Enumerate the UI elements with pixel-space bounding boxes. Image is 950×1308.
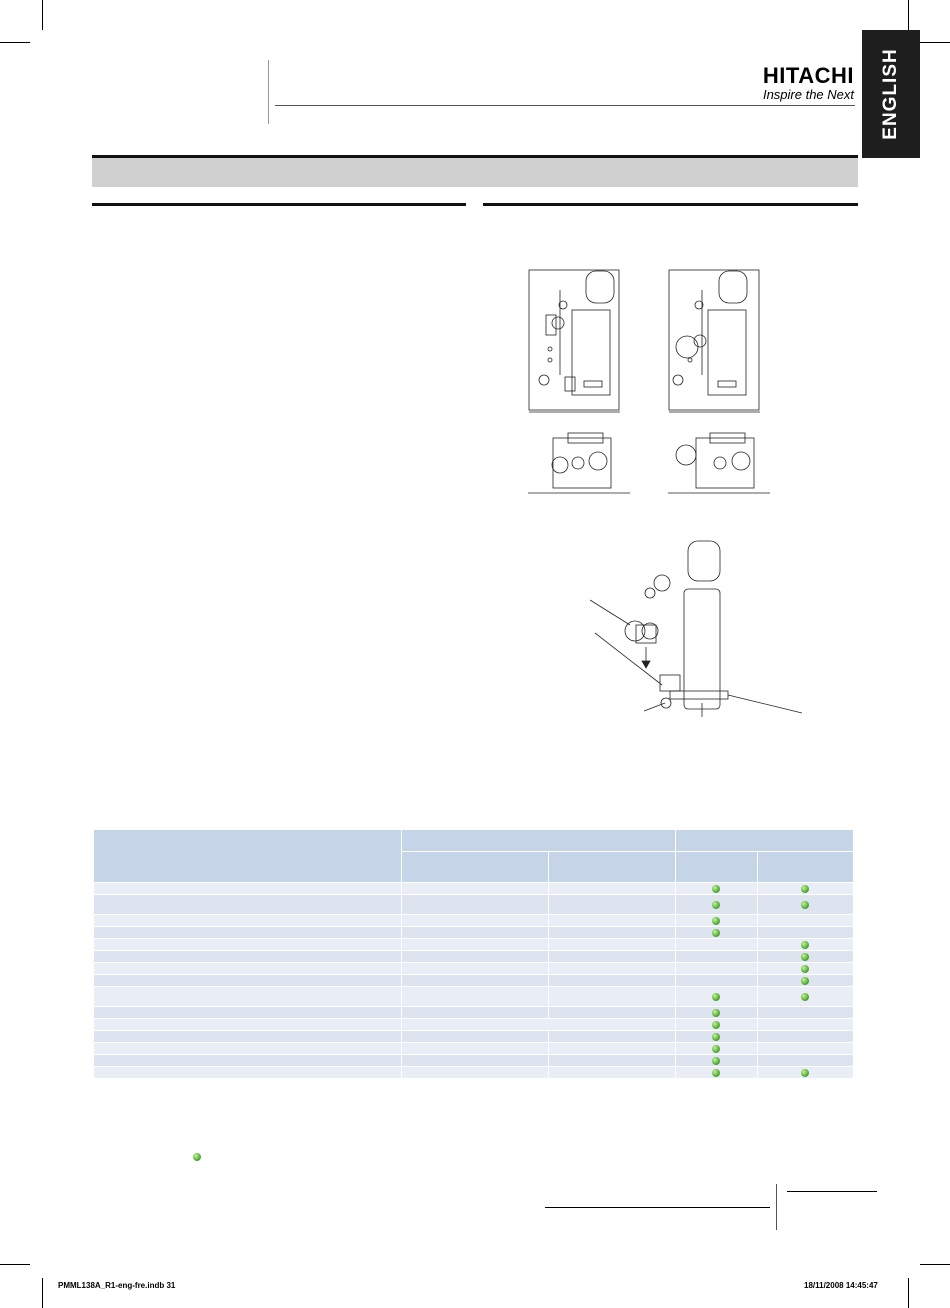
table-cell (401, 1054, 548, 1066)
table-cell (401, 938, 548, 950)
footer-rule (545, 1207, 770, 1208)
table-cell (675, 986, 757, 1006)
table-row (94, 1042, 853, 1054)
table-subheader (401, 851, 548, 882)
table-cell (675, 1006, 757, 1018)
header-rule (275, 105, 855, 106)
table-cell (675, 950, 757, 962)
available-dot-icon (801, 1069, 809, 1077)
table-cell (548, 926, 675, 938)
table-cell (94, 1054, 401, 1066)
table-cell (757, 894, 853, 914)
table-cell (675, 914, 757, 926)
table-cell (401, 1006, 548, 1018)
table-cell (757, 1042, 853, 1054)
available-dot-icon (712, 1033, 720, 1041)
table-cell (94, 1006, 401, 1018)
available-dot-icon (801, 901, 809, 909)
available-dot-icon (801, 977, 809, 985)
section-title-bar (92, 155, 858, 187)
table-cell (548, 962, 675, 974)
table-row (94, 1066, 853, 1078)
crop-mark (42, 1278, 43, 1308)
table-cell (548, 986, 675, 1006)
left-column-heading-rule (92, 203, 466, 206)
table-cell (757, 1018, 853, 1030)
table-subheader (757, 851, 853, 882)
table-cell (548, 1042, 675, 1054)
available-dot-icon (801, 953, 809, 961)
table-cell (675, 962, 757, 974)
crop-mark (920, 42, 950, 43)
table-row (94, 962, 853, 974)
footer-datetime: 18/11/2008 14:45:47 (804, 1281, 878, 1290)
table-cell (94, 894, 401, 914)
right-column-heading-rule (483, 203, 858, 206)
language-tab-label: ENGLISH (880, 48, 901, 140)
table-cell (401, 1066, 548, 1078)
available-dot-icon (801, 993, 809, 1001)
table-cell (401, 950, 548, 962)
available-dot-icon (712, 1021, 720, 1029)
table-cell (757, 1066, 853, 1078)
brand-logo (748, 64, 854, 102)
table-cell (675, 894, 757, 914)
table-cell (548, 1006, 675, 1018)
component-availability-table (94, 830, 854, 1079)
table-cell (401, 926, 548, 938)
table-cell (401, 894, 548, 914)
table-cell (94, 974, 401, 986)
available-dot-icon (712, 929, 720, 937)
table-row (94, 882, 853, 894)
table-cell (548, 914, 675, 926)
table-cell (548, 1054, 675, 1066)
crop-mark (908, 0, 909, 30)
table-cell (401, 1030, 548, 1042)
table-row (94, 986, 853, 1006)
table-cell (757, 1006, 853, 1018)
table-header-group-a (401, 830, 675, 851)
table-cell (94, 1066, 401, 1078)
table-cell (94, 1030, 401, 1042)
brand-name: HITACHI (762, 63, 854, 88)
table-subheader (548, 851, 675, 882)
crop-mark (908, 1278, 909, 1308)
table-cell (401, 974, 548, 986)
table-cell (757, 926, 853, 938)
hydraulic-components-drawing (590, 535, 855, 720)
available-dot-icon (801, 965, 809, 973)
unit-front-views-drawing (520, 265, 785, 510)
table-cell (675, 1066, 757, 1078)
table-cell (94, 938, 401, 950)
table-cell (401, 914, 548, 926)
brand-tagline: Inspire the Next (762, 87, 854, 102)
table-row (94, 1018, 853, 1030)
table-cell (548, 938, 675, 950)
table-cell (675, 1054, 757, 1066)
footer-divider (776, 1184, 777, 1230)
table-cell (94, 882, 401, 894)
table-row (94, 1054, 853, 1066)
table-cell (401, 882, 548, 894)
footer-rule-right (787, 1191, 877, 1192)
table-cell (94, 962, 401, 974)
table-cell (757, 914, 853, 926)
table-cell (757, 1054, 853, 1066)
table-cell (548, 950, 675, 962)
table-cell (401, 962, 548, 974)
table-cell (401, 1018, 675, 1030)
table-row (94, 926, 853, 938)
available-dot-icon (712, 1045, 720, 1053)
available-dot-icon (712, 993, 720, 1001)
table-cell (94, 950, 401, 962)
table-cell (548, 882, 675, 894)
table-cell (757, 938, 853, 950)
table-cell (757, 962, 853, 974)
crop-mark (42, 0, 43, 30)
table-subheader (675, 851, 757, 882)
table-row (94, 950, 853, 962)
table-cell (401, 986, 548, 1006)
available-dot-icon (801, 941, 809, 949)
language-tab (862, 30, 920, 158)
available-dot-icon (712, 917, 720, 925)
available-dot-icon (712, 885, 720, 893)
table-cell (548, 1030, 675, 1042)
table-row (94, 938, 853, 950)
table-cell (675, 1030, 757, 1042)
table-cell (548, 974, 675, 986)
table-cell (675, 974, 757, 986)
table-cell (94, 926, 401, 938)
table-header-group-b (675, 830, 853, 851)
footer-file-name: PMML138A_R1-eng-fre.indb 31 (58, 1281, 176, 1290)
table-row (94, 1006, 853, 1018)
available-dot-icon (712, 1057, 720, 1065)
table-cell (94, 986, 401, 1006)
table-cell (401, 1042, 548, 1054)
header-divider (268, 60, 269, 124)
legend-available-dot-icon (193, 1153, 201, 1161)
table-row (94, 1030, 853, 1042)
table-header-description (94, 830, 401, 882)
crop-mark (920, 1264, 950, 1265)
crop-mark (0, 42, 30, 43)
table-cell (675, 926, 757, 938)
table-cell (757, 950, 853, 962)
table-cell (675, 1042, 757, 1054)
table-row (94, 894, 853, 914)
table-cell (94, 1018, 401, 1030)
table-cell (757, 974, 853, 986)
table-cell (675, 938, 757, 950)
table-cell (94, 914, 401, 926)
table-row (94, 974, 853, 986)
table-cell (548, 1066, 675, 1078)
table-cell (675, 882, 757, 894)
table-cell (757, 1030, 853, 1042)
table-row (94, 914, 853, 926)
table-cell (94, 1042, 401, 1054)
table-cell (548, 894, 675, 914)
table-cell (757, 986, 853, 1006)
available-dot-icon (712, 1069, 720, 1077)
table-cell (757, 882, 853, 894)
available-dot-icon (801, 885, 809, 893)
available-dot-icon (712, 1009, 720, 1017)
available-dot-icon (712, 901, 720, 909)
table-cell (675, 1018, 757, 1030)
crop-mark (0, 1264, 30, 1265)
